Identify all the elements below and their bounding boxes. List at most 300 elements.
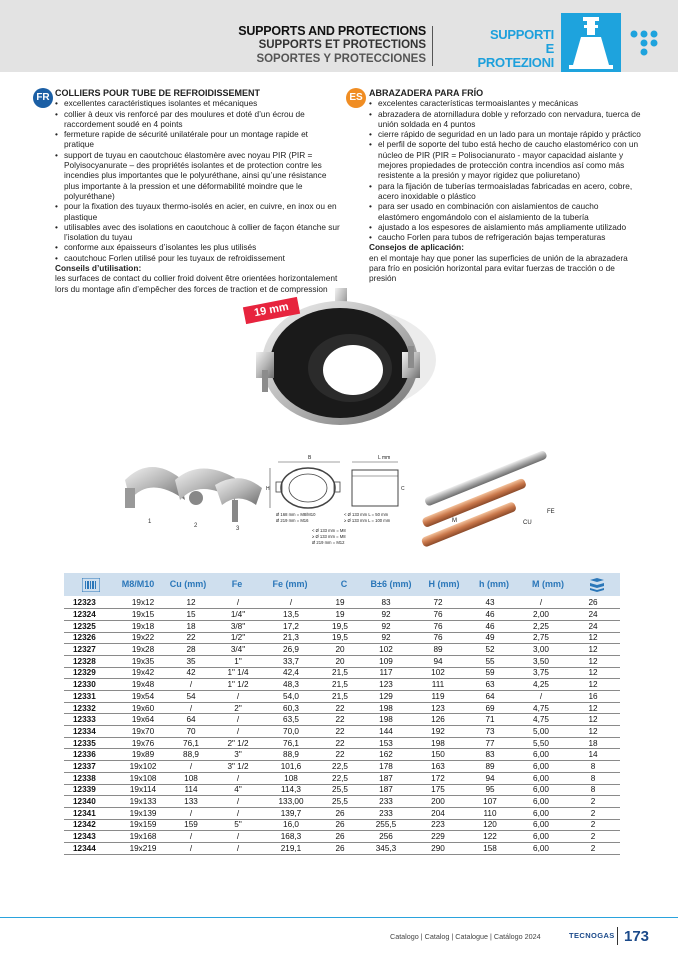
table-cell: 63 [464,679,516,691]
table-cell: 19x168 [118,831,168,843]
article-code: 12344 [64,842,118,854]
table-cell: 101,6 [262,761,320,773]
barcode-icon [64,573,118,596]
table-cell: / [214,796,262,808]
table-cell: 102 [412,667,464,679]
table-cell: 111 [412,679,464,691]
table-cell: 5,50 [516,737,566,749]
article-code: 12342 [64,819,118,831]
table-cell: 25,5 [320,784,360,796]
table-cell: 122 [464,831,516,843]
table-cell: 1" 1/4 [214,667,262,679]
table-cell: 172 [412,772,464,784]
table-cell: 233 [360,796,412,808]
es-bullet: • para la fijación de tuberías termoaisladas fabricadas en acero, cobre, acero inoxidable o plástico [369,181,641,202]
es-bullet: • excelentes características termoaislantes y mecánicas [369,98,641,108]
table-cell: 19x48 [118,679,168,691]
table-row [64,842,620,854]
legend-text: ≥ Ø 133 mm = M8 [312,534,346,539]
table-cell: 19x60 [118,702,168,714]
table-cell: 21,5 [320,679,360,691]
table-cell: 22 [320,714,360,726]
mounting-steps-drawing [125,467,262,532]
table-cell: 129 [360,691,412,703]
table-cell: 22 [168,632,214,644]
title-fr: SUPPORTS ET PROTECTIONS [258,39,426,51]
table-cell: 2 [566,796,620,808]
article-code: 12323 [64,597,118,609]
table-cell: 187 [360,784,412,796]
table-cell: 19x89 [118,749,168,761]
article-code: 12343 [64,831,118,843]
table-cell: 109 [360,655,412,667]
table-row [64,714,620,726]
table-row [64,679,620,691]
table-cell: 256 [360,831,412,843]
table-cell: 2" [214,702,262,714]
table-cell: 19x139 [118,807,168,819]
table-cell: / [168,831,214,843]
table-cell: 8 [566,761,620,773]
column-header: M (mm) [532,579,564,589]
table-cell: 255,5 [360,819,412,831]
table-cell: 123 [360,679,412,691]
table-cell: 198 [360,702,412,714]
table-row [64,807,620,819]
table-cell: 46 [464,609,516,621]
table-cell: 83 [360,597,412,609]
table-cell: 26 [566,597,620,609]
dim-label: C [401,486,405,492]
step-label: 2 [194,523,198,529]
dim-label: B [308,455,312,461]
table-cell: 19 [320,609,360,621]
table-cell: 187 [360,772,412,784]
title-en: SUPPORTS AND PROTECTIONS [238,24,426,38]
table-cell: 204 [412,807,464,819]
table-cell: 5" [214,819,262,831]
table-cell: 64 [168,714,214,726]
table-cell: 48,3 [262,679,320,691]
table-cell: 15 [168,609,214,621]
table-cell: 54,0 [262,691,320,703]
table-cell: 4,75 [516,702,566,714]
table-cell: 2 [566,842,620,854]
es-advice-title: Consejos de aplicación: [369,242,464,253]
table-cell: 92 [360,632,412,644]
table-cell: 175 [412,784,464,796]
fr-bullet: • collier à deux vis renforcé par des moulures et doté d’un écrou de raccordement soudé en 4 points [55,109,340,130]
table-cell: 139,7 [262,807,320,819]
table-cell: 19x70 [118,726,168,738]
category-line-2: E PROTEZIONI [477,41,554,70]
table-cell: 2,00 [516,609,566,621]
table-row [64,597,620,609]
table-cell: 83 [464,749,516,761]
table-cell: 12 [566,655,620,667]
table-cell: 150 [412,749,464,761]
es-bullet: • caucho Forlen para tubos de refrigeración bajas temperaturas [369,232,641,242]
table-cell: 24 [566,609,620,621]
article-code: 12337 [64,761,118,773]
table-cell: 52 [464,644,516,656]
table-cell: 22,5 [320,772,360,784]
table-cell: 107 [464,796,516,808]
table-cell: 2,25 [516,620,566,632]
table-cell: 345,3 [360,842,412,854]
column-header: M8/M10 [121,579,155,589]
table-cell: 1" 1/2 [214,679,262,691]
table-cell: 178 [360,761,412,773]
table-cell: 119 [412,691,464,703]
article-code: 12329 [64,667,118,679]
table-cell: 12 [566,644,620,656]
table-cell: 16,0 [262,819,320,831]
table-cell: 92 [360,609,412,621]
table-cell: 19x28 [118,644,168,656]
pipe-label: M [452,518,457,524]
table-cell: 3/8" [214,620,262,632]
es-badge: ES [346,88,366,108]
article-code: 12326 [64,632,118,644]
fr-bullet: • support de tuyau en caoutchouc élastomère avec noyau PIR (PIR = Polyisocyanurate – des propriétés isolantes et de protection contre les incendies plus importantes que le polyuréthane, ainsi qu’une résistance plus importante à la pression et une déformabilité moindre que le polyuréthane) [55,150,340,201]
dim-label: H [266,486,270,492]
table-row [64,737,620,749]
table-cell: 64 [464,691,516,703]
table-cell: 2" 1/2 [214,737,262,749]
fr-advice-title: Conseils d’utilisation: [55,263,142,274]
table-cell: 6,00 [516,831,566,843]
table-cell: 19 [320,597,360,609]
table-row [64,667,620,679]
fr-bullet: • utilisables avec des isolations en caoutchouc à collier de façon étanche sur l’isolation du tuyau [55,222,340,243]
es-bullet: • abrazadera de atornilladura doble y reforzado con nervadura, tuerca de unión soldada en 4 puntos [369,109,641,130]
table-cell: 25,5 [320,796,360,808]
column-header: h (mm) [479,579,509,589]
table-cell: 70 [168,726,214,738]
table-cell: 2 [566,807,620,819]
table-cell: 76 [412,609,464,621]
table-cell: 19x76 [118,737,168,749]
table-cell: 76,1 [168,737,214,749]
article-code: 12332 [64,702,118,714]
es-bullet: • cierre rápido de seguridad en un lado para un montaje rápido y práctico [369,129,641,139]
es-bullet: • ajustado a los espesores de aislamiento más ampliamente utilizado [369,222,641,232]
table-cell: 108 [262,772,320,784]
table-cell: 20 [320,644,360,656]
es-bullet: • el perfil de soporte del tubo está hecho de caucho elastomérico con un núcleo de PIR (PIR = Polisocianurato - mayor capacidad aislante y mejores propiedades de protección contra incendios así como más resistente a la presión y mayor rigidez que poliuretano) [369,139,641,180]
table-row [64,644,620,656]
table-row [64,655,620,667]
table-cell: / [214,714,262,726]
table-cell: 22 [320,726,360,738]
table-row [64,620,620,632]
table-cell: 77 [464,737,516,749]
table-cell: 21,3 [262,632,320,644]
article-code: 12339 [64,784,118,796]
column-header: H (mm) [428,579,460,589]
table-cell: 76 [412,632,464,644]
table-cell: 6,00 [516,784,566,796]
table-cell: 26 [320,819,360,831]
table-row [64,761,620,773]
step-label: 3 [236,526,240,532]
table-row [64,632,620,644]
table-cell: 223 [412,819,464,831]
table-cell: 3,50 [516,655,566,667]
catalog-label: Catalogo | Catalog | Catalogue | Catálogo 2024 [390,932,541,941]
table-cell: 60,3 [262,702,320,714]
dim-label: L mm [378,455,391,461]
table-cell: 126 [412,714,464,726]
table-cell: / [214,726,262,738]
fr-title: COLLIERS POUR TUBE DE REFROIDISSEMENT [55,88,261,98]
table-row [64,726,620,738]
table-cell: 22 [320,737,360,749]
table-cell: / [168,807,214,819]
table-cell: 19x54 [118,691,168,703]
table-cell: 19x108 [118,772,168,784]
table-cell: 19x64 [118,714,168,726]
article-code: 12325 [64,620,118,632]
table-cell: 95 [464,784,516,796]
table-cell: 153 [360,737,412,749]
table-cell: / [214,691,262,703]
table-cell: 16 [566,691,620,703]
column-header: B±6 (mm) [370,579,412,589]
table-cell: 19,5 [320,632,360,644]
table-cell: 6,00 [516,807,566,819]
category-line-1: SUPPORTI [489,27,554,42]
table-cell: 42,4 [262,667,320,679]
table-cell: 2 [566,819,620,831]
table-cell: 4,25 [516,679,566,691]
table-cell: 229 [412,831,464,843]
table-cell: 24 [566,620,620,632]
table-cell: 117 [360,667,412,679]
table-cell: 14 [566,749,620,761]
legend-text: < Ø 133 mm = M8 [312,528,346,533]
table-row [64,749,620,761]
table-cell: 19x159 [118,819,168,831]
table-cell: 19,5 [320,620,360,632]
table-cell: 102 [360,644,412,656]
table-row [64,772,620,784]
article-code: 12324 [64,609,118,621]
footer-separator [617,927,618,945]
table-cell: 76 [412,620,464,632]
es-bullet: • para ser usado en combinación con aislamientos de caucho elastómero engomándolo con el aislamiento de la tubería [369,201,641,222]
article-code: 12338 [64,772,118,784]
column-header: Fe (mm) [272,579,308,589]
table-cell: 26 [320,831,360,843]
table-cell: 59 [464,667,516,679]
size-tag: 19 mm [243,297,300,324]
article-code: 12331 [64,691,118,703]
table-cell: / [168,842,214,854]
table-cell: 19x114 [118,784,168,796]
article-code: 12340 [64,796,118,808]
table-cell: 69 [464,702,516,714]
table-cell: 163 [412,761,464,773]
table-cell: 22,5 [320,761,360,773]
table-cell: 200 [412,796,464,808]
table-cell: 3,75 [516,667,566,679]
column-header: C [340,579,348,589]
table-cell: 19x219 [118,842,168,854]
table-cell: 2,75 [516,632,566,644]
table-cell: 35 [168,655,214,667]
table-cell: 159 [168,819,214,831]
table-cell: 12 [168,597,214,609]
fr-bullet: • caoutchouc Forlen utilisé pour les tuyaux de refroidissement [55,253,340,263]
table-cell: 88,9 [168,749,214,761]
table-cell: 19x22 [118,632,168,644]
table-cell: 6,00 [516,772,566,784]
table-cell: 198 [360,714,412,726]
table-cell: 6,00 [516,749,566,761]
table-cell: 92 [360,620,412,632]
table-cell: 76,1 [262,737,320,749]
legend-text: < Ø 133 mm L = 50 mm [344,512,389,517]
fr-bullet: • pour la fixation des tuyaux thermo-isolés en acier, en cuivre, en inox ou en plastique [55,201,340,222]
table-cell: 20 [320,655,360,667]
table-cell: 46 [464,620,516,632]
table-cell: 123 [412,702,464,714]
step-label: 1 [148,519,152,525]
table-row [64,702,620,714]
table-cell: 158 [464,842,516,854]
table-cell: 21,5 [320,691,360,703]
table-cell: 26 [320,842,360,854]
package-quantity-icon [580,573,614,596]
table-cell: 63,5 [262,714,320,726]
table-cell: 19x12 [118,597,168,609]
table-cell: 55 [464,655,516,667]
table-cell: 12 [566,702,620,714]
table-cell: 19x15 [118,609,168,621]
table-cell: 3,00 [516,644,566,656]
fr-badge: FR [33,88,53,108]
table-cell: 71 [464,714,516,726]
table-cell: 219,1 [262,842,320,854]
table-cell: 4" [214,784,262,796]
fr-bullet: • conforme aux épaisseurs d’isolantes les plus utilisés [55,242,340,252]
article-code: 12341 [64,807,118,819]
dimension-drawing [266,455,405,545]
table-cell: 2 [566,831,620,843]
pipe-label: CU [523,520,532,526]
table-cell: 233 [360,807,412,819]
table-cell: 89 [464,761,516,773]
table-row [64,609,620,621]
table-cell: 6,00 [516,761,566,773]
table-cell: 89 [412,644,464,656]
table-cell: 49 [464,632,516,644]
table-cell: / [214,772,262,784]
table-cell: 192 [412,726,464,738]
legend-text: Ø 168 mm = M8/M10 [276,512,316,517]
table-row [64,831,620,843]
table-cell: / [516,691,566,703]
table-cell: 17,2 [262,620,320,632]
table-cell: 3" 1/2 [214,761,262,773]
table-cell: 114 [168,784,214,796]
table-cell: 198 [412,737,464,749]
table-cell: 26 [320,807,360,819]
table-cell: 1/2" [214,632,262,644]
page-number: 173 [624,928,650,945]
table-cell: 108 [168,772,214,784]
table-cell: 5,00 [516,726,566,738]
table-cell: 12 [566,714,620,726]
table-cell: 22 [320,749,360,761]
table-cell: 110 [464,807,516,819]
table-cell: 33,7 [262,655,320,667]
table-cell: 42 [168,667,214,679]
article-code: 12333 [64,714,118,726]
table-cell: / [214,807,262,819]
table-cell: 6,00 [516,796,566,808]
column-header: Fe [231,579,243,589]
table-cell: 70,0 [262,726,320,738]
table-cell: 13,5 [262,609,320,621]
table-cell: 3/4" [214,644,262,656]
fr-bullet: • fermeture rapide de sécurité unilatérale pour un montage rapide et pratique [55,129,340,150]
table-cell: / [516,597,566,609]
table-cell: 94 [412,655,464,667]
table-cell: 290 [412,842,464,854]
table-cell: 162 [360,749,412,761]
es-title: ABRAZADERA PARA FRÍO [369,88,484,98]
table-row [64,691,620,703]
article-code: 12336 [64,749,118,761]
table-cell: / [168,702,214,714]
fr-bullet: • excellentes caractéristiques isolantes et mécaniques [55,98,340,108]
legend-text: Ø 219 mm = M12 [312,540,345,545]
table-cell: 133 [168,796,214,808]
table-cell: 22 [320,702,360,714]
table-cell: 1/4" [214,609,262,621]
table-cell: 3" [214,749,262,761]
table-cell: / [168,679,214,691]
table-cell: 19x18 [118,620,168,632]
table-cell: 12 [566,632,620,644]
table-cell: / [168,761,214,773]
es-advice: en el montaje hay que poner las superficies de unión de la abrazadera para frío en posición horizontal para evitar fuerzas de tracción o de presión [369,252,628,284]
table-cell: 4,75 [516,714,566,726]
table-cell: 26,9 [262,644,320,656]
table-cell: 19x133 [118,796,168,808]
pipe-samples-drawing [407,450,561,548]
article-code: 12334 [64,726,118,738]
brand-logo: TECNOGAS [569,931,615,940]
fr-advice: les surfaces de contact du collier froid doivent être orientées horizontalement lors du montage afin d’empêcher des forces de traction et de compression [55,273,338,294]
table-cell: 6,00 [516,842,566,854]
table-cell: 120 [464,819,516,831]
table-cell: 19x42 [118,667,168,679]
footer-divider [0,917,678,918]
table-cell: 19x102 [118,761,168,773]
article-code: 12327 [64,644,118,656]
table-row [64,784,620,796]
table-cell: 88,9 [262,749,320,761]
table-cell: 133,00 [262,796,320,808]
table-cell: 18 [168,620,214,632]
table-cell: 168,3 [262,831,320,843]
table-cell: / [214,842,262,854]
table-cell: 21,5 [320,667,360,679]
